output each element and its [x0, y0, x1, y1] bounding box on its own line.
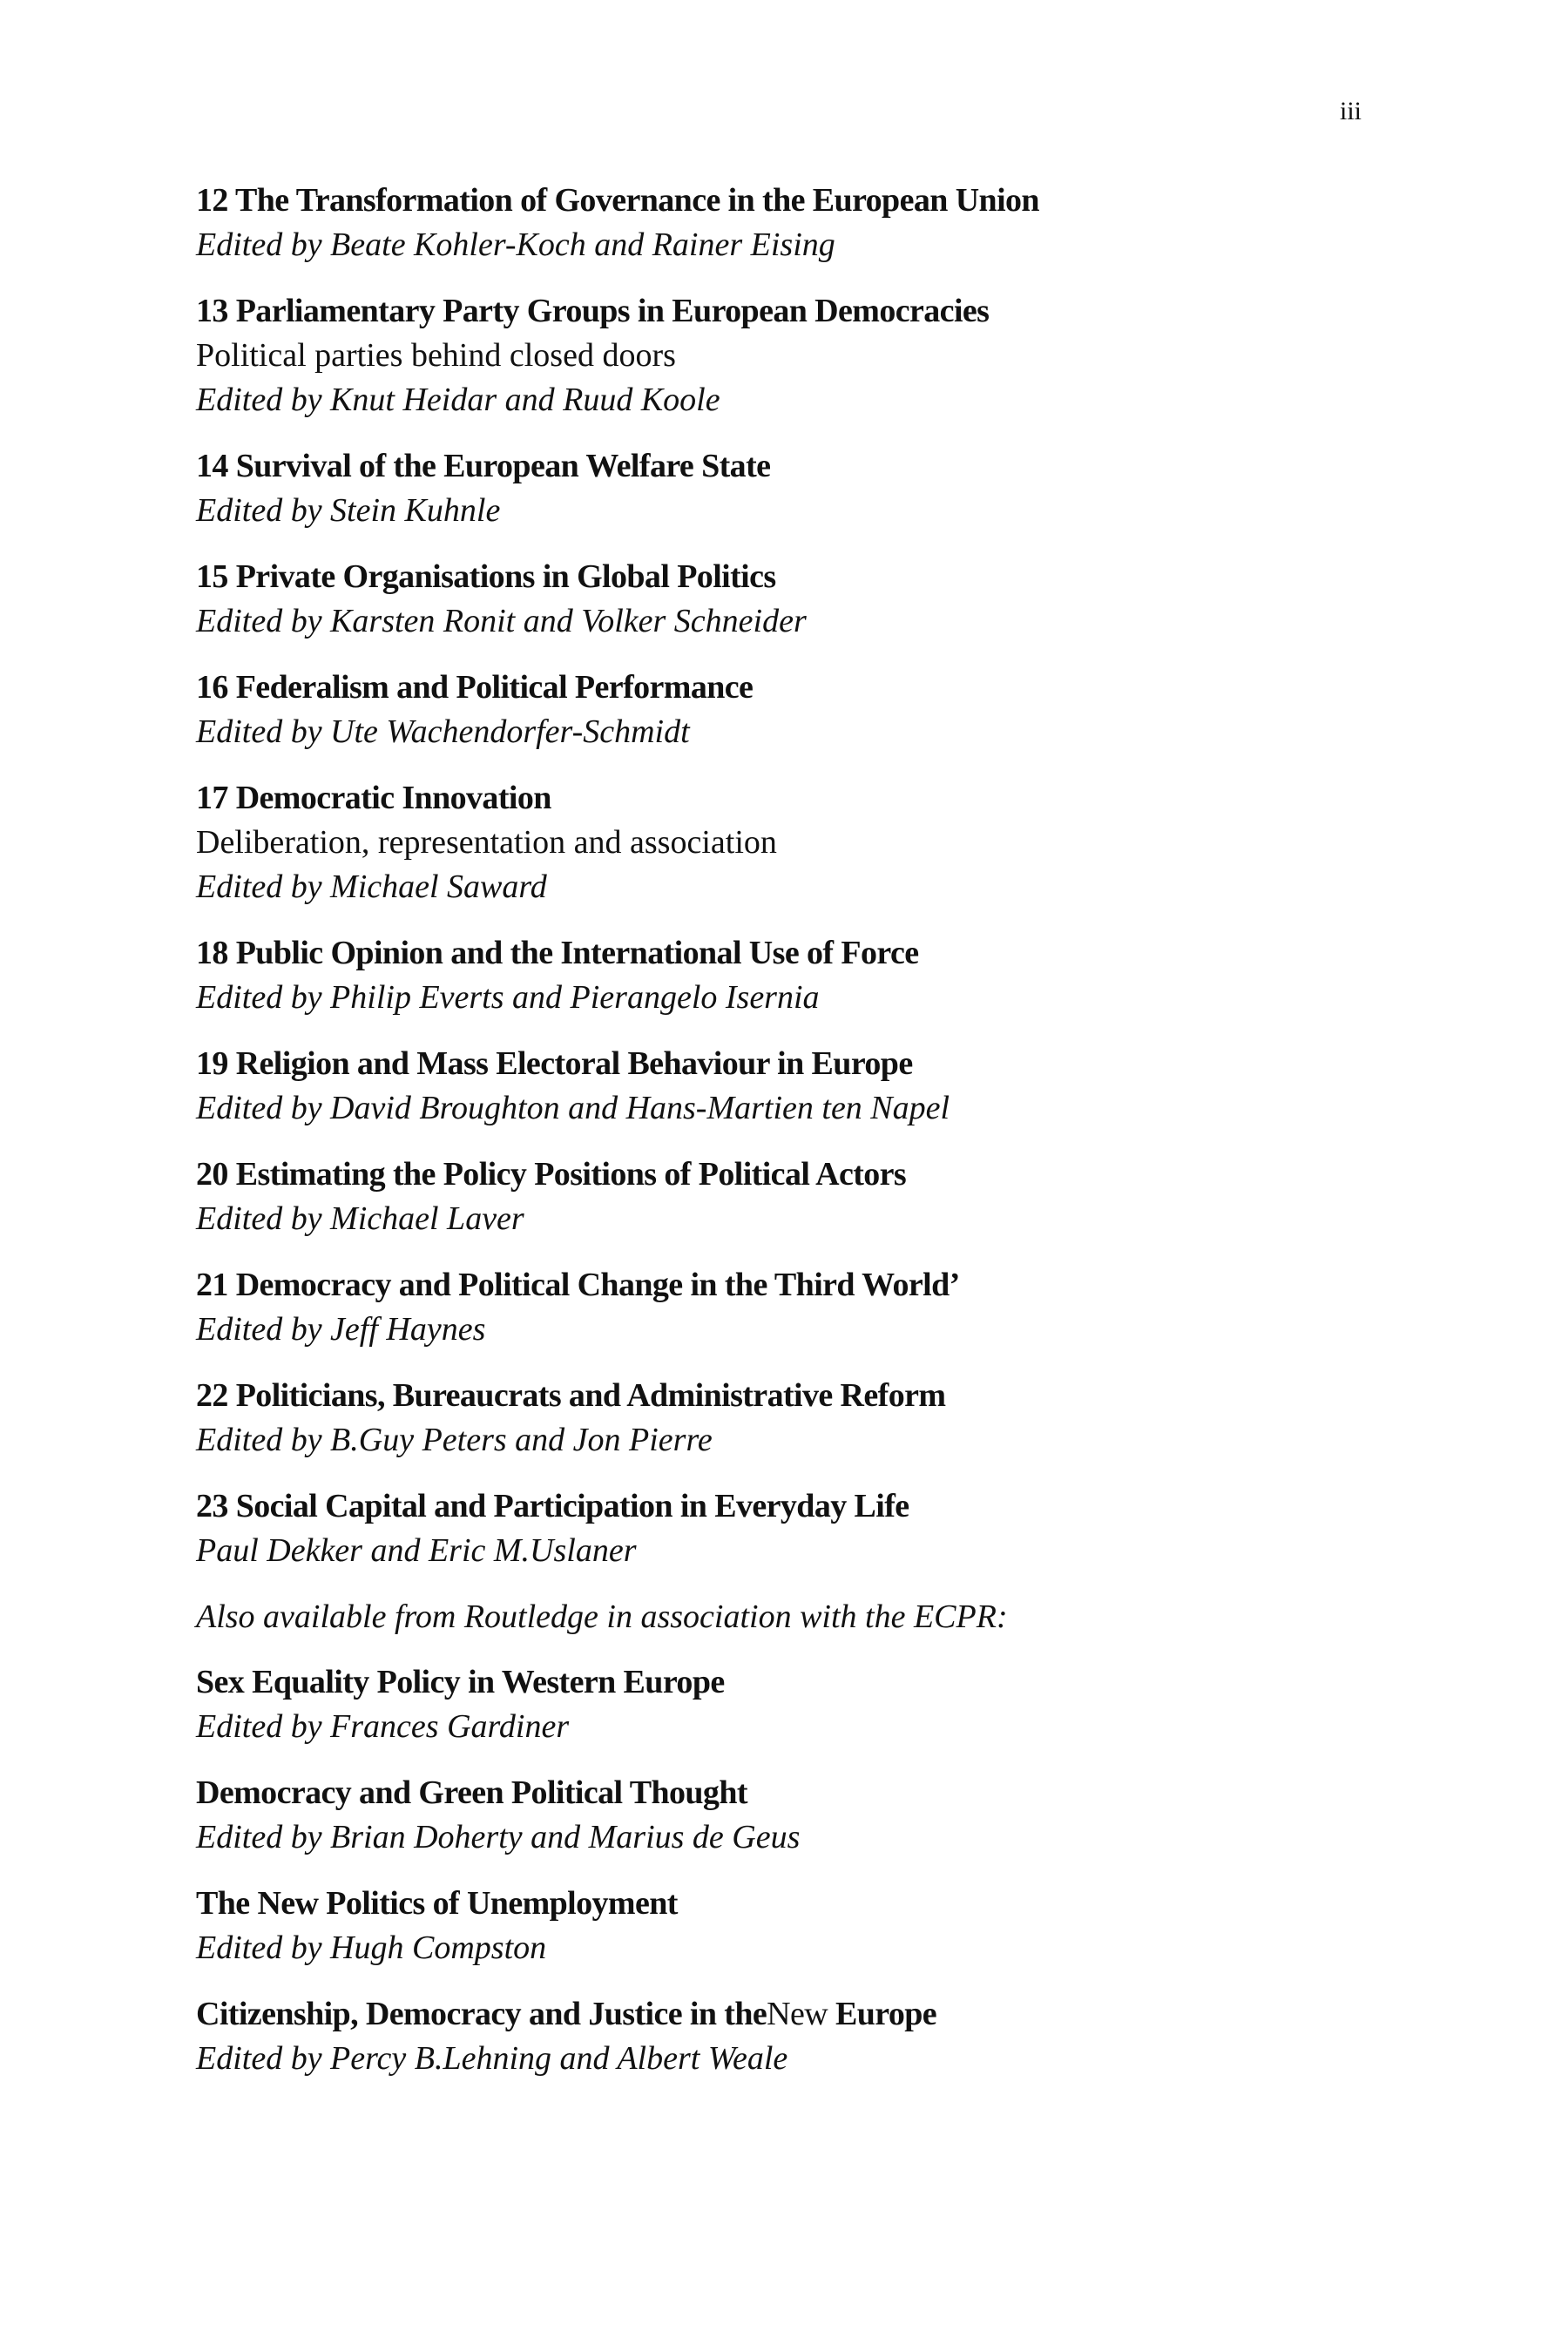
book-editors: Edited by Karsten Ronit and Volker Schneider — [196, 603, 807, 639]
book-title: 21 Democracy and Political Change in the Third World’ — [196, 1267, 960, 1303]
book-title-part: New — [767, 1996, 828, 2032]
book-editors: Edited by Percy B.Lehning and Albert Weale — [196, 2040, 788, 2077]
book-title-part: Europe — [835, 1996, 937, 2032]
series-entry-18 — [196, 931, 1416, 1020]
book-editors: Edited by Michael Laver — [196, 1200, 524, 1237]
book-editors: Edited by Frances Gardiner — [196, 1708, 570, 1745]
book-title: 20 Estimating the Policy Positions of Political Actors — [196, 1156, 907, 1193]
book-series-list — [196, 179, 1416, 2103]
series-entry-17 — [196, 776, 1416, 909]
book-title: 12 The Transformation of Governance in the European Union — [196, 182, 1039, 219]
book-title: 15 Private Organisations in Global Politics — [196, 558, 776, 595]
book-editors: Edited by Ute Wachendorfer-Schmidt — [196, 713, 690, 750]
also-available-entry — [196, 1882, 1416, 1970]
book-editors: Edited by Stein Kuhnle — [196, 492, 501, 529]
also-available-note: Also available from Routledge in association with the ECPR: — [196, 1598, 1008, 1635]
book-editors: Edited by David Broughton and Hans-Martien ten Napel — [196, 1090, 950, 1126]
book-editors: Edited by Michael Saward — [196, 868, 547, 905]
book-editors: Edited by Hugh Compston — [196, 1930, 547, 1966]
book-editors: Edited by Brian Doherty and Marius de Geus — [196, 1819, 801, 1855]
series-entry-13 — [196, 289, 1416, 422]
series-entry-12 — [196, 179, 1416, 267]
book-title: Sex Equality Policy in Western Europe — [196, 1664, 725, 1700]
also-available-entry — [196, 1992, 1416, 2081]
series-entry-19 — [196, 1042, 1416, 1131]
book-title: 22 Politicians, Bureaucrats and Administrative Reform — [196, 1377, 946, 1414]
book-title-part: Citizenship, Democracy and Justice in the — [196, 1996, 767, 2032]
series-entry-15 — [196, 555, 1416, 644]
book-title: Democracy and Green Political Thought — [196, 1774, 747, 1811]
book-title: The New Politics of Unemployment — [196, 1885, 678, 1922]
book-title: 14 Survival of the European Welfare State — [196, 448, 771, 484]
book-title: 17 Democratic Innovation — [196, 780, 551, 816]
book-title: 13 Parliamentary Party Groups in European Democracies — [196, 293, 990, 329]
series-entry-21 — [196, 1263, 1416, 1352]
book-subtitle: Deliberation, representation and association — [196, 824, 777, 861]
series-entry-20 — [196, 1152, 1416, 1241]
book-editors: Edited by Knut Heidar and Ruud Koole — [196, 382, 720, 418]
book-editors: Edited by B.Guy Peters and Jon Pierre — [196, 1422, 713, 1458]
book-title: 18 Public Opinion and the International Use of Force — [196, 935, 919, 971]
series-entry-14 — [196, 444, 1416, 533]
series-entry-22 — [196, 1374, 1416, 1463]
book-subtitle: Political parties behind closed doors — [196, 337, 676, 374]
book-editors: Edited by Philip Everts and Pierangelo Isernia — [196, 979, 820, 1016]
also-available-entry — [196, 1771, 1416, 1860]
book-title: 23 Social Capital and Participation in Everyday Life — [196, 1488, 909, 1524]
also-available-entry — [196, 1660, 1416, 1749]
book-title — [196, 1992, 1416, 2037]
book-editors: Edited by Jeff Haynes — [196, 1311, 486, 1348]
book-editors: Paul Dekker and Eric M.Uslaner — [196, 1532, 637, 1569]
page-number: iii — [1340, 97, 1362, 125]
series-entry-23 — [196, 1484, 1416, 1573]
book-editors: Edited by Beate Kohler-Koch and Rainer Eising — [196, 226, 835, 263]
series-entry-16 — [196, 666, 1416, 754]
book-title: 16 Federalism and Political Performance — [196, 669, 754, 706]
book-title: 19 Religion and Mass Electoral Behaviour in Europe — [196, 1045, 913, 1082]
